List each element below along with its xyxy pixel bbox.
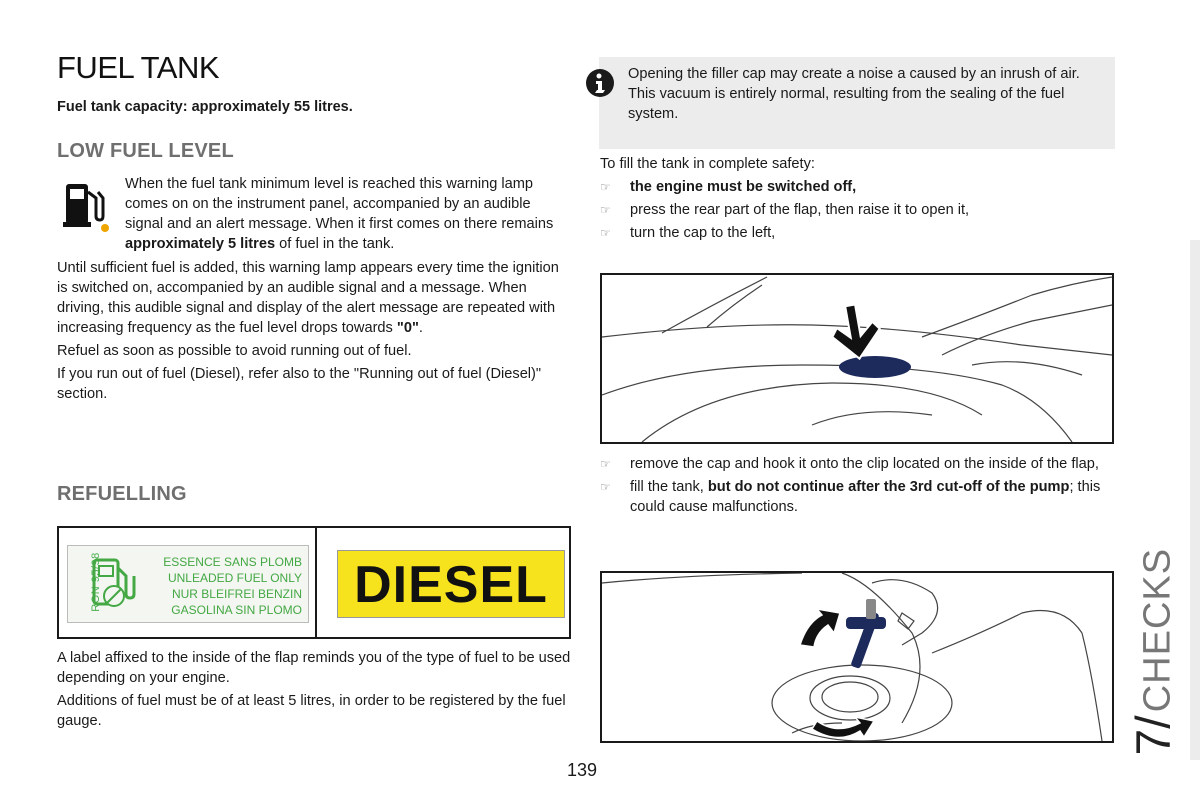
unleaded-label-line: NUR BLEIFREI BENZIN bbox=[171, 587, 302, 601]
chapter-tab bbox=[1127, 547, 1181, 756]
chapter-label bbox=[1127, 547, 1182, 756]
low-fuel-paragraph-3: Refuel as soon as possible to avoid running out of fuel. bbox=[57, 343, 412, 359]
pointing-hand-icon: ☞ bbox=[600, 180, 611, 194]
fill-steps-part-2 bbox=[600, 454, 1115, 520]
low-fuel-text: When the fuel tank minimum level is reached this warning lamp comes on on the instrument panel, accompanied by an audible signal and an alert message. When it first comes on there remains bbox=[125, 176, 554, 232]
sidebar-rule bbox=[1190, 240, 1200, 760]
pointing-hand-icon: ☞ bbox=[600, 226, 611, 240]
info-text: Opening the filler cap may create a noise a caused by an inrush of air. This vacuum is entirely normal, resulting from the sealing of the fuel system. bbox=[628, 66, 1080, 122]
step-emphasis: but do not continue after the 3rd cut-off of the pump bbox=[707, 479, 1070, 495]
diesel-label bbox=[337, 550, 565, 618]
unleaded-fuel-label bbox=[67, 545, 309, 623]
low-fuel-details bbox=[57, 258, 572, 407]
diesel-label-panel bbox=[317, 528, 569, 637]
unleaded-label-lines bbox=[144, 554, 302, 618]
step-text: press the rear part of the flap, then raise it to open it, bbox=[630, 202, 970, 218]
low-fuel-text: of fuel in the tank. bbox=[275, 236, 395, 252]
refuelling-details bbox=[57, 648, 572, 734]
refuelling-paragraph-2: Additions of fuel must be of at least 5 litres, in order to be registered by the fuel gauge. bbox=[57, 693, 566, 729]
low-fuel-emphasis: approximately 5 litres bbox=[125, 236, 276, 252]
pointing-hand-icon: ☞ bbox=[600, 203, 611, 217]
unleaded-label-line: UNLEADED FUEL ONLY bbox=[167, 571, 302, 585]
fill-steps-list bbox=[600, 177, 1115, 243]
step-text: remove the cap and hook it onto the clip located on the inside of the flap, bbox=[630, 456, 1099, 472]
low-fuel-paragraph-2 bbox=[57, 258, 572, 338]
fill-steps-list-2 bbox=[600, 454, 1115, 517]
refuelling-paragraph-1: A label affixed to the inside of the flap reminds you of the type of fuel to be used depending on your engine. bbox=[57, 650, 571, 686]
low-fuel-paragraph-4: If you run out of fuel (Diesel), refer also to the "Running out of fuel (Diesel)" section. bbox=[57, 366, 542, 402]
chapter-number: 7/ bbox=[1127, 715, 1181, 756]
step-text: fill the tank, bbox=[630, 479, 708, 495]
low-fuel-heading: LOW FUEL LEVEL bbox=[57, 140, 234, 162]
page-number: 139 bbox=[567, 760, 598, 780]
unleaded-pump-icon bbox=[90, 554, 140, 614]
chapter-name: CHECKS bbox=[1136, 547, 1179, 713]
information-icon bbox=[586, 69, 614, 97]
pointing-hand-icon: ☞ bbox=[600, 480, 611, 494]
fuel-label-figure bbox=[57, 526, 571, 639]
diesel-label-text: DIESEL bbox=[354, 556, 548, 614]
cap-drawing bbox=[602, 573, 1112, 741]
low-fuel-emphasis: "0" bbox=[396, 320, 419, 336]
fill-steps-part-1 bbox=[600, 154, 1115, 246]
step-text: turn the cap to the left, bbox=[630, 225, 776, 241]
flap-illustration bbox=[600, 273, 1114, 444]
flap-drawing bbox=[602, 275, 1112, 442]
pointing-hand-icon: ☞ bbox=[600, 457, 611, 471]
step-text: the engine must be switched off, bbox=[630, 179, 857, 195]
list-item bbox=[600, 200, 1115, 220]
unleaded-label-line: ESSENCE SANS PLOMB bbox=[163, 555, 302, 569]
fuel-pump-warning-icon bbox=[60, 178, 112, 234]
page-title: FUEL TANK bbox=[57, 50, 220, 85]
ron-rating: RON 95/98 bbox=[89, 552, 102, 612]
info-box bbox=[599, 57, 1115, 149]
filler-cap-illustration bbox=[600, 571, 1114, 743]
fill-steps-intro: To fill the tank in complete safety: bbox=[600, 156, 815, 172]
step-text: ; this could cause malfunctions. bbox=[630, 479, 1101, 515]
refuelling-heading: REFUELLING bbox=[57, 483, 187, 505]
list-item bbox=[600, 477, 1115, 517]
unleaded-label-line: GASOLINA SIN PLOMO bbox=[171, 603, 302, 617]
list-item bbox=[600, 223, 1115, 243]
low-fuel-text: . bbox=[418, 320, 423, 336]
fuel-capacity: Fuel tank capacity: approximately 55 litres. bbox=[57, 99, 353, 115]
list-item bbox=[600, 454, 1115, 474]
list-item bbox=[600, 177, 1115, 197]
low-fuel-paragraph-1 bbox=[125, 174, 565, 254]
low-fuel-text: Until sufficient fuel is added, this warning lamp appears every time the ignition is switched on, accompanied by an audible signal and a message. When driving, this audible signal and display of the alert message are repeated with increasing frequency as the fuel level drops towards bbox=[57, 260, 559, 336]
